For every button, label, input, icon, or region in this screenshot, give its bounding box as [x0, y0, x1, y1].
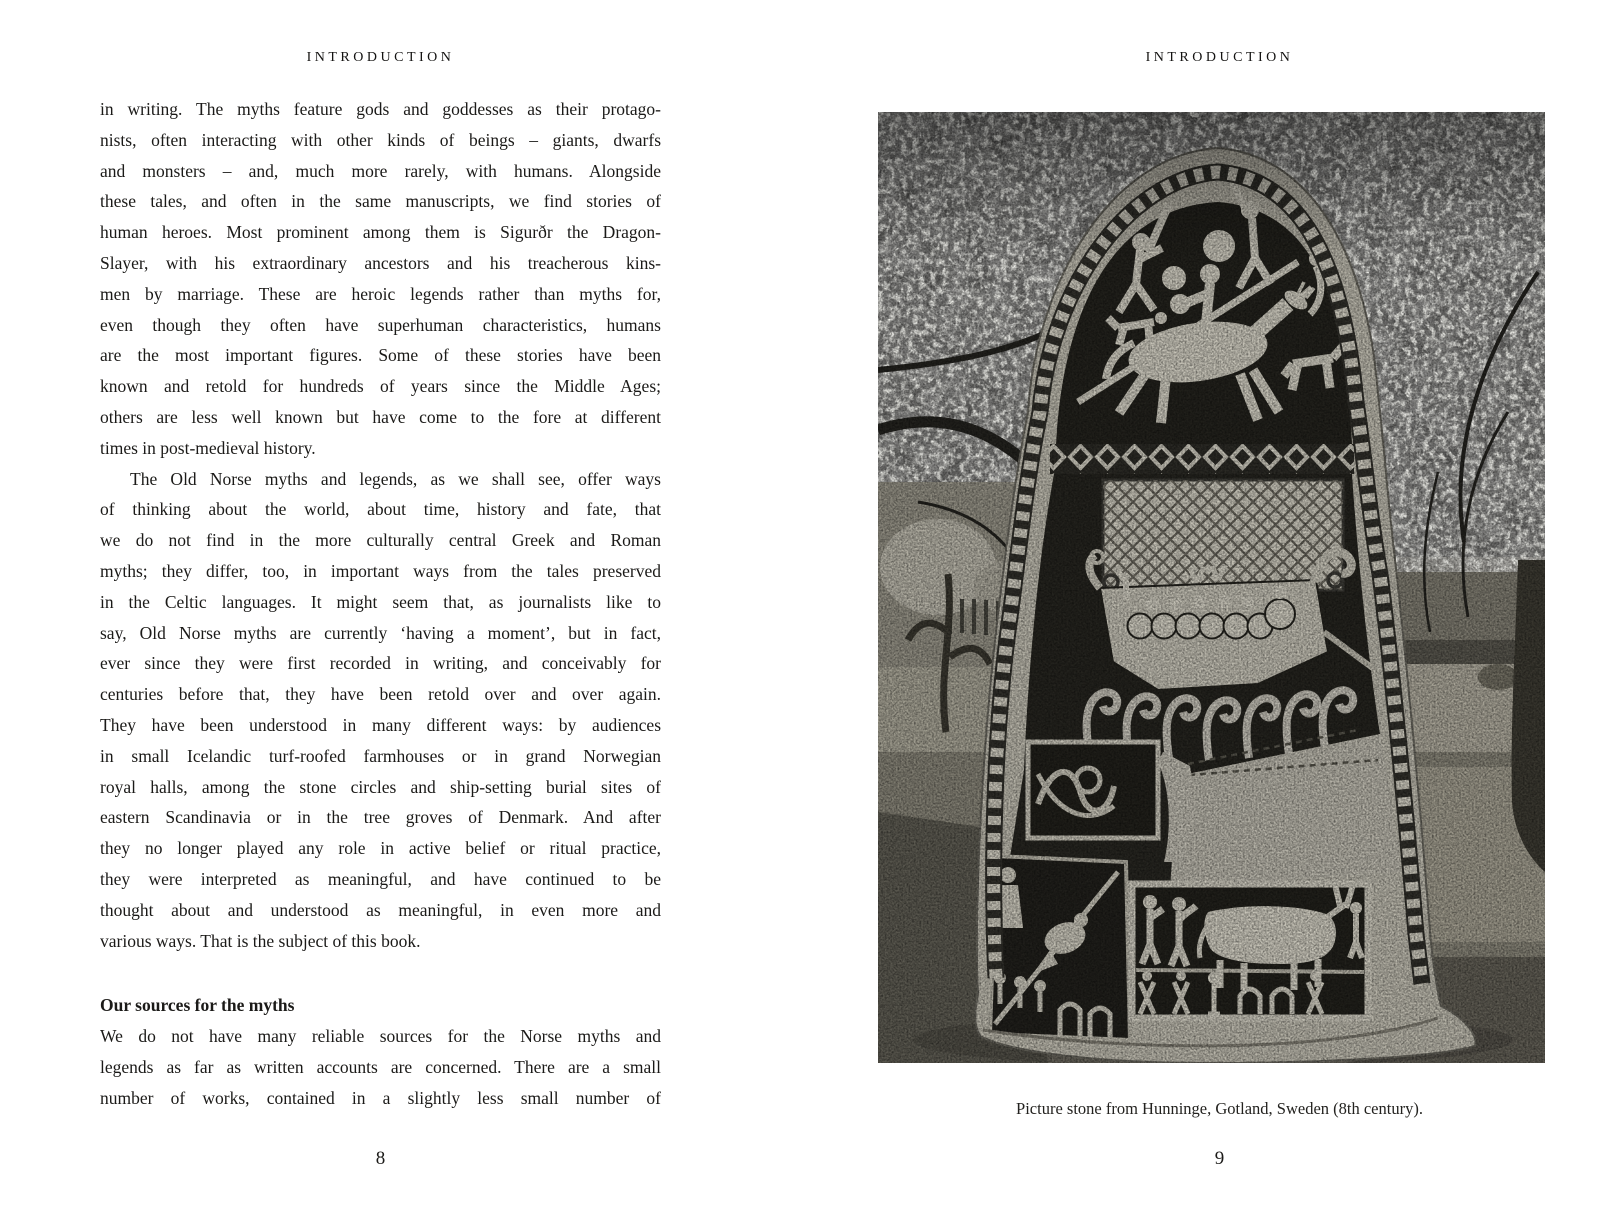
text-line: various ways. That is the subject of this book.: [100, 930, 421, 951]
text-line: myths; they differ, too, in important ways from the tales preserved: [100, 560, 661, 581]
paragraph: [100, 464, 661, 957]
text-line: in writing. The myths feature gods and goddesses as their protago-: [100, 99, 661, 119]
text-line: royal halls, among the stone circles and ship-setting burial sites of: [100, 776, 661, 797]
text-line: number of works, contained in a slightly less small number of: [100, 1087, 661, 1108]
text-line: say, Old Norse myths are currently ‘having a moment’, but in fact,: [100, 622, 661, 643]
section-subheading: Our sources for the myths: [100, 995, 295, 1016]
film-grain: [878, 112, 1545, 1063]
text-line: we do not find in the more culturally central Greek and Roman: [100, 530, 661, 551]
paragraph: [100, 94, 661, 464]
picture-stone-photo: [878, 112, 1545, 1063]
text-line: are the most important figures. Some of these stories have been: [100, 345, 661, 366]
paragraph: [100, 1021, 661, 1113]
text-line: centuries before that, they have been retold over and over again.: [100, 684, 661, 705]
text-line: others are less well known but have come to the fore at different: [100, 406, 661, 427]
text-line: known and retold for hundreds of years since the Middle Ages;: [100, 376, 661, 397]
body-text-column: [100, 94, 661, 1114]
text-line: ever since they were first recorded in writing, and conceivably for: [100, 653, 661, 674]
text-line: The Old Norse myths and legends, as we shall see, offer ways: [130, 468, 661, 489]
text-line: nists, often interacting with other kinds of beings – giants, dwarfs: [100, 129, 661, 150]
text-line: They have been understood in many different ways: by audiences: [100, 714, 661, 735]
page-number-left: 8: [375, 1148, 386, 1169]
page-number-right: 9: [1214, 1148, 1225, 1169]
text-line: in the Celtic languages. It might seem that, as journalists like to: [100, 591, 661, 612]
text-line: eastern Scandinavia or in the tree groves of Denmark. And after: [100, 807, 661, 828]
text-line: these tales, and often in the same manuscripts, we find stories of: [100, 191, 661, 212]
text-line: in small Icelandic turf-roofed farmhouses or in grand Norwegian: [100, 745, 661, 766]
text-line: they were interpreted as meaningful, and have continued to be: [100, 868, 661, 889]
text-line: they no longer played any role in active belief or ritual practice,: [100, 838, 661, 859]
text-line: human heroes. Most prominent among them is Sigurðr the Dragon-: [100, 222, 661, 243]
text-line: legends as far as written accounts are concerned. There are a small: [100, 1056, 661, 1077]
text-line: We do not have many reliable sources for the Norse myths and: [100, 1026, 661, 1047]
text-line: even though they often have superhuman characteristics, humans: [100, 314, 661, 335]
text-line: times in post-medieval history.: [100, 437, 316, 458]
running-header-right: INTRODUCTION: [1145, 50, 1294, 65]
running-header-left: INTRODUCTION: [306, 50, 455, 65]
text-line: of thinking about the world, about time, history and fate, that: [100, 499, 661, 520]
figure-caption: Picture stone from Hunninge, Gotland, Sweden (8th century).: [1016, 1099, 1423, 1118]
text-line: and monsters – and, much more rarely, with humans. Alongside: [100, 160, 661, 181]
text-line: Slayer, with his extraordinary ancestors and his treacherous kins-: [100, 252, 661, 273]
text-line: men by marriage. These are heroic legends rather than myths for,: [100, 283, 661, 304]
picture-stone-illustration: [878, 112, 1545, 1063]
text-line: thought about and understood as meaningful, in even more and: [100, 899, 661, 920]
